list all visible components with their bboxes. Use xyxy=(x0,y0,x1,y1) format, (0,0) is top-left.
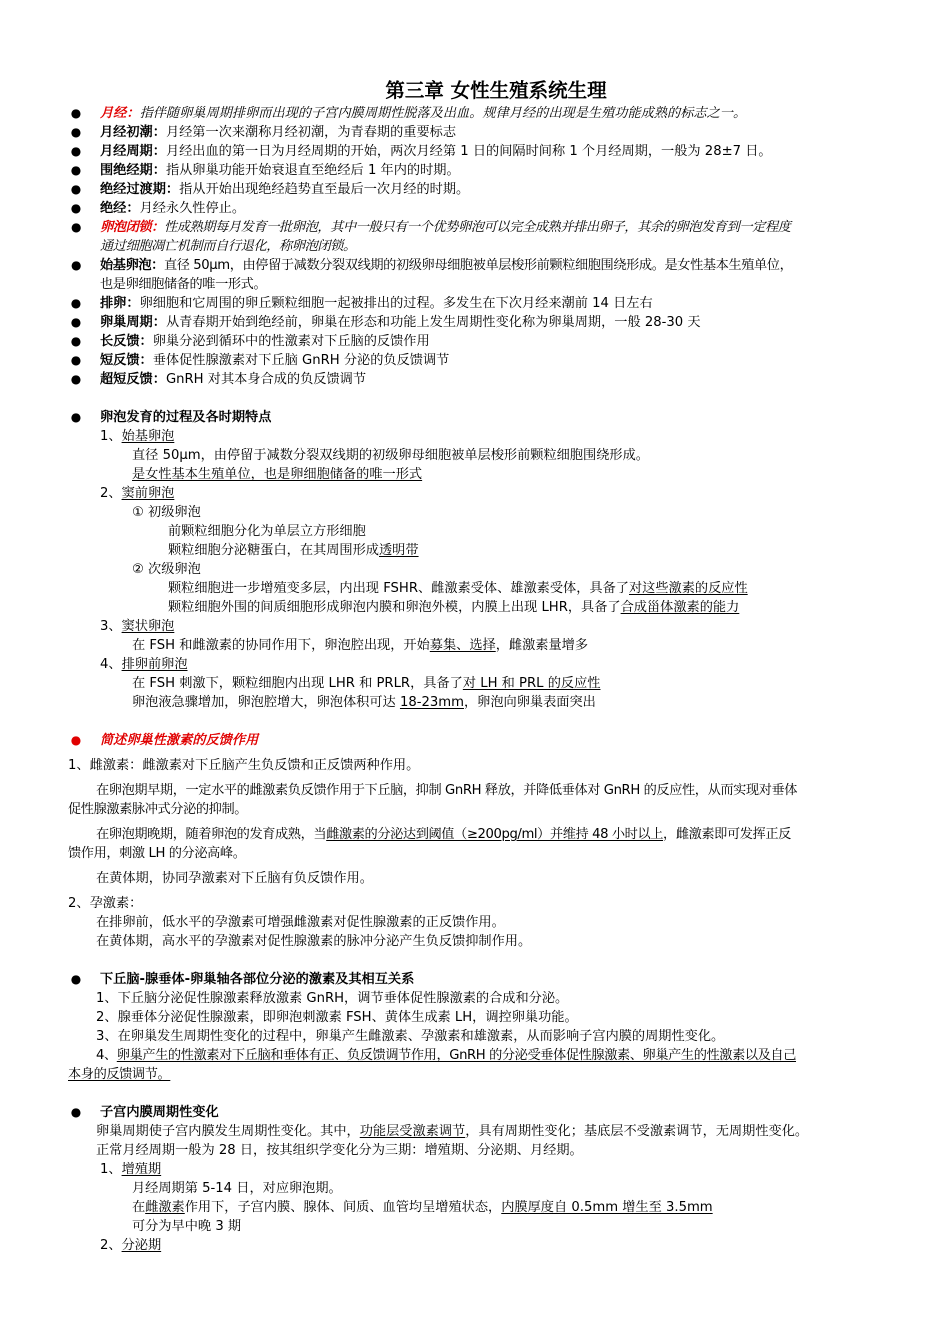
stage-number: 2、 xyxy=(100,1238,122,1253)
underlined-text: 内膜厚度自 0.5mm 增生至 3.5mm xyxy=(501,1200,713,1215)
stage-1-line-1: 直径 50μm，由停留于减数分裂双线期的初级卵母细胞被单层梭形前颗粒细胞围绕形成。 xyxy=(132,448,649,463)
def-text: 月经出血的第一日为月经周期的开始，两次月经第 1 日的间隔时间称 1 个月经周期，一般为 28±7 日。 xyxy=(165,144,772,159)
section-heading-text: 子宫内膜周期性变化 xyxy=(100,1105,219,1120)
def-zhouqi xyxy=(68,142,884,161)
def-pailuan xyxy=(68,294,884,313)
axis-item-4 xyxy=(68,1046,884,1084)
underlined-text: 合成甾体激素的能力 xyxy=(620,600,740,615)
text-span: ，雌激素量增多 xyxy=(495,638,589,653)
text-span: 颗粒细胞外围的间质细胞形成卵泡内膜和卵泡外模，内膜上出现 LHR，具备了 xyxy=(168,600,621,615)
def-text: 从青春期开始到绝经前，卵巢在形态和功能上发生周期性变化称为卵巢周期，一般 28-30 天 xyxy=(165,315,701,330)
underlined-text: 雌激素的分泌达到阈值（≥200pg/ml）并维持 48 小时以上 xyxy=(326,827,664,842)
stage-name: 排卵前卵泡 xyxy=(121,657,188,672)
axis-section-heading xyxy=(68,970,884,989)
underlined-text: 本身的反馈调节。 xyxy=(68,1067,171,1082)
substage-primary-line-2 xyxy=(68,541,884,560)
endometrium-line-2: 正常月经周期一般为 28 日，按其组织学变化分为三期：增殖期、分泌期、月经期。 xyxy=(96,1143,583,1158)
text-span: 在 FSH 刺激下，颗粒细胞内出现 LHR 和 PRLR，具备了 xyxy=(132,676,463,691)
def-text: 指从卵巢功能开始衰退直至绝经后 1 年内的时期。 xyxy=(165,163,460,178)
text-span: 在卵泡期早期，一定水平的雌激素负反馈作用于下丘脑，抑制 GnRH 释放，并降低垂体对 GnRH 的反应性，从而实现对垂体 xyxy=(96,783,798,798)
proliferative-line-3: 可分为早中晚 3 期 xyxy=(132,1219,242,1234)
def-term: 月经周期： xyxy=(100,144,166,159)
estrogen-para-3: 在黄体期，协同孕激素对下丘脑有负反馈作用。 xyxy=(96,871,373,886)
estrogen-para-1 xyxy=(68,781,884,819)
page-title: 第三章 女性生殖系统生理 xyxy=(385,79,607,102)
text-span: 颗粒细胞分泌糖蛋白，在其周围形成 xyxy=(168,543,379,558)
endometrium-stage-1 xyxy=(68,1160,884,1179)
def-text: 指从开始出现绝经趋势直至最后一次月经的时期。 xyxy=(179,182,470,197)
def-term: 月经： xyxy=(100,106,140,121)
bullet-icon: ● xyxy=(70,296,82,310)
underlined-text: 是女性基本生殖单位，也是卵细胞储备的唯一形式 xyxy=(132,467,423,482)
underlined-text: 功能层受激素调节 xyxy=(359,1124,466,1139)
def-term: 短反馈： xyxy=(100,353,153,368)
text-span: 馈作用，刺激 LH 的分泌高峰。 xyxy=(68,846,246,861)
section-heading-text: 简述卵巢性激素的反馈作用 xyxy=(100,733,259,748)
proliferative-line-2 xyxy=(68,1198,884,1217)
def-yuejing xyxy=(68,104,884,123)
def-term: 围绝经期： xyxy=(100,163,166,178)
def-term: 始基卵泡： xyxy=(100,258,164,273)
underlined-text: 卵巢产生的性激素对下丘脑和垂体有正、负反馈调节作用，GnRH 的分泌受垂体促性腺激素、卵巢产生的性激素以及自己 xyxy=(116,1048,797,1063)
def-weijuejing xyxy=(68,161,884,180)
text-span: 在卵泡期晚期，随着卵泡的发育成熟，当 xyxy=(96,827,327,842)
endometrium-line-1 xyxy=(68,1122,884,1141)
substage-secondary-line-2 xyxy=(68,598,884,617)
proliferative-line-1: 月经周期第 5-14 日，对应卵泡期。 xyxy=(132,1181,342,1196)
def-text: 月经永久性停止。 xyxy=(139,201,246,216)
bullet-icon: ● xyxy=(70,410,82,424)
def-term: 绝经： xyxy=(100,201,140,216)
def-text: 指伴随卵巢周期排卵而出现的子宫内膜周期性脱落及出血。规律月经的出现是生殖功能成熟的标志之一。 xyxy=(139,106,747,121)
def-text-line2: 通过细胞凋亡机制而自行退化，称卵泡闭锁。 xyxy=(100,239,356,254)
def-term: 长反馈： xyxy=(100,334,153,349)
stage-4-line-1 xyxy=(68,674,884,693)
estrogen-title: 1、雌激素：雌激素对下丘脑产生负反馈和正反馈两种作用。 xyxy=(68,758,420,773)
def-text-line1: 直径 50μm，由停留于减数分裂双线期的初级卵母细胞被单层梭形前颗粒细胞围绕形成。是女性基本生殖单位， xyxy=(163,258,793,273)
stage-3-line-1 xyxy=(68,636,884,655)
def-text-line1: 性成熟期每月发育一批卵泡，其中一般只有一个优势卵泡可以完全成熟并排出卵子，其余的卵泡发育到一定程度 xyxy=(163,220,791,235)
stage-number: 2、 xyxy=(100,486,122,501)
stage-4-line-2 xyxy=(68,693,884,712)
def-term: 排卵： xyxy=(100,296,140,311)
text-span: 在 FSH 和雌激素的协同作用下，卵泡腔出现，开始 xyxy=(132,638,430,653)
stage-name: 增殖期 xyxy=(121,1162,162,1177)
def-term: 月经初潮： xyxy=(100,125,166,140)
stage-name: 窦前卵泡 xyxy=(121,486,175,501)
substage-secondary: ② 次级卵泡 xyxy=(132,562,201,577)
follicle-stage-1 xyxy=(68,427,884,446)
stage-number: 1、 xyxy=(100,429,122,444)
def-shiji xyxy=(68,256,884,294)
def-guodu xyxy=(68,180,884,199)
bullet-icon: ● xyxy=(70,163,82,177)
text-span: ，具有周期性变化；基底层不受激素调节，无周期性变化。 xyxy=(465,1124,809,1139)
progesterone-title: 2、孕激素： xyxy=(68,896,143,911)
progesterone-para-2: 在黄体期，高水平的孕激素对促性腺激素的脉冲分泌产生负反馈抑制作用。 xyxy=(96,934,532,949)
substage-primary: ① 初级卵泡 xyxy=(132,505,201,520)
bullet-icon: ● xyxy=(70,372,82,386)
def-term: 超短反馈： xyxy=(100,372,166,387)
underlined-text: 雌激素 xyxy=(145,1200,185,1215)
def-text: 卵巢分泌到循环中的性激素对下丘脑的反馈作用 xyxy=(152,334,430,349)
endometrium-stage-2 xyxy=(68,1236,884,1255)
substage-secondary-line-1 xyxy=(68,579,884,598)
text-span: 颗粒细胞进一步增殖变多层，内出现 FSHR、雌激素受体、雄激素受体，具备了 xyxy=(168,581,629,596)
bullet-icon: ● xyxy=(70,733,82,747)
section-heading-text: 卵泡发育的过程及各时期特点 xyxy=(100,410,272,425)
bullet-icon: ● xyxy=(70,334,82,348)
def-text: 卵细胞和它周围的卵丘颗粒细胞一起被排出的过程。多发生在下次月经来潮前 14 日左右 xyxy=(139,296,653,311)
text-span: 卵巢周期使子宫内膜发生周期性变化。其中， xyxy=(96,1124,360,1139)
def-text-line2: 也是卵细胞储备的唯一形式。 xyxy=(100,277,267,292)
axis-item-3: 3、在卵巢发生周期性变化的过程中，卵巢产生雌激素、孕激素和雄激素，从而影响子宫内膜的周期性变化。 xyxy=(96,1029,725,1044)
endometrium-section-heading xyxy=(68,1103,884,1122)
bullet-icon: ● xyxy=(70,258,82,272)
stage-number: 1、 xyxy=(100,1162,122,1177)
follicle-stage-3 xyxy=(68,617,884,636)
stage-1-line-2 xyxy=(68,465,884,484)
text-span: 4、 xyxy=(96,1048,117,1063)
progesterone-para-1: 在排卵前，低水平的孕激素可增强雌激素对促性腺激素的正反馈作用。 xyxy=(96,915,505,930)
estrogen-para-2 xyxy=(68,825,884,863)
text-span: ，卵泡向卵巢表面突出 xyxy=(463,695,596,710)
axis-item-2: 2、腺垂体分泌促性腺激素，即卵泡刺激素 FSH、黄体生成素 LH，调控卵巢功能。 xyxy=(96,1010,578,1025)
document-page xyxy=(68,78,884,1255)
underlined-text: 募集、选择 xyxy=(429,638,496,653)
bullet-icon: ● xyxy=(70,1105,82,1119)
stage-number: 4、 xyxy=(100,657,122,672)
follicle-stage-2 xyxy=(68,484,884,503)
def-text: 垂体促性腺激素对下丘脑 GnRH 分泌的负反馈调节 xyxy=(152,353,450,368)
text-span: 卵泡液急骤增加，卵泡腔增大，卵泡体积可达 xyxy=(132,695,400,710)
text-span: 作用下，子宫内膜、腺体、间质、血管均呈增殖状态， xyxy=(184,1200,502,1215)
underlined-text: 对 LH 和 PRL 的反应性 xyxy=(462,676,601,691)
def-chaoduan xyxy=(68,370,884,389)
follicle-section-heading xyxy=(68,408,884,427)
bullet-icon: ● xyxy=(70,182,82,196)
feedback-section-heading xyxy=(68,731,884,750)
stage-name: 分泌期 xyxy=(121,1238,162,1253)
bullet-icon: ● xyxy=(70,125,82,139)
def-chang xyxy=(68,332,884,351)
stage-name: 窦状卵泡 xyxy=(121,619,175,634)
def-term: 卵泡闭锁： xyxy=(100,220,164,235)
underlined-text: 对这些激素的反应性 xyxy=(629,581,748,596)
substage-primary-line-1: 前颗粒细胞分化为单层立方形细胞 xyxy=(168,524,366,539)
follicle-stage-4 xyxy=(68,655,884,674)
bullet-icon: ● xyxy=(70,315,82,329)
axis-item-1: 1、下丘脑分泌促性腺激素释放激素 GnRH，调节垂体促性腺激素的合成和分泌。 xyxy=(96,991,569,1006)
def-bisuo xyxy=(68,218,884,256)
def-duan xyxy=(68,351,884,370)
text-span: 在 xyxy=(132,1200,146,1215)
text-span: 促性腺激素脉冲式分泌的抑制。 xyxy=(68,802,248,817)
def-term: 卵巢周期： xyxy=(100,315,166,330)
bullet-icon: ● xyxy=(70,201,82,215)
section-heading-text: 下丘脑-腺垂体-卵巢轴各部位分泌的激素及其相互关系 xyxy=(100,972,415,987)
text-span: ，雌激素即可发挥正反 xyxy=(663,827,791,842)
def-text: 月经第一次来潮称月经初潮，为青春期的重要标志 xyxy=(165,125,457,140)
bullet-icon: ● xyxy=(70,144,82,158)
def-chuchao xyxy=(68,123,884,142)
underlined-text: 18-23mm xyxy=(399,695,464,710)
bullet-icon: ● xyxy=(70,220,82,234)
bullet-icon: ● xyxy=(70,353,82,367)
stage-number: 3、 xyxy=(100,619,122,634)
bullet-icon: ● xyxy=(70,106,82,120)
def-luanchao xyxy=(68,313,884,332)
def-text: GnRH 对其本身合成的负反馈调节 xyxy=(165,372,367,387)
stage-name: 始基卵泡 xyxy=(121,429,175,444)
underlined-text: 透明带 xyxy=(379,543,419,558)
def-juejing xyxy=(68,199,884,218)
def-term: 绝经过渡期： xyxy=(100,182,180,197)
bullet-icon: ● xyxy=(70,972,82,986)
